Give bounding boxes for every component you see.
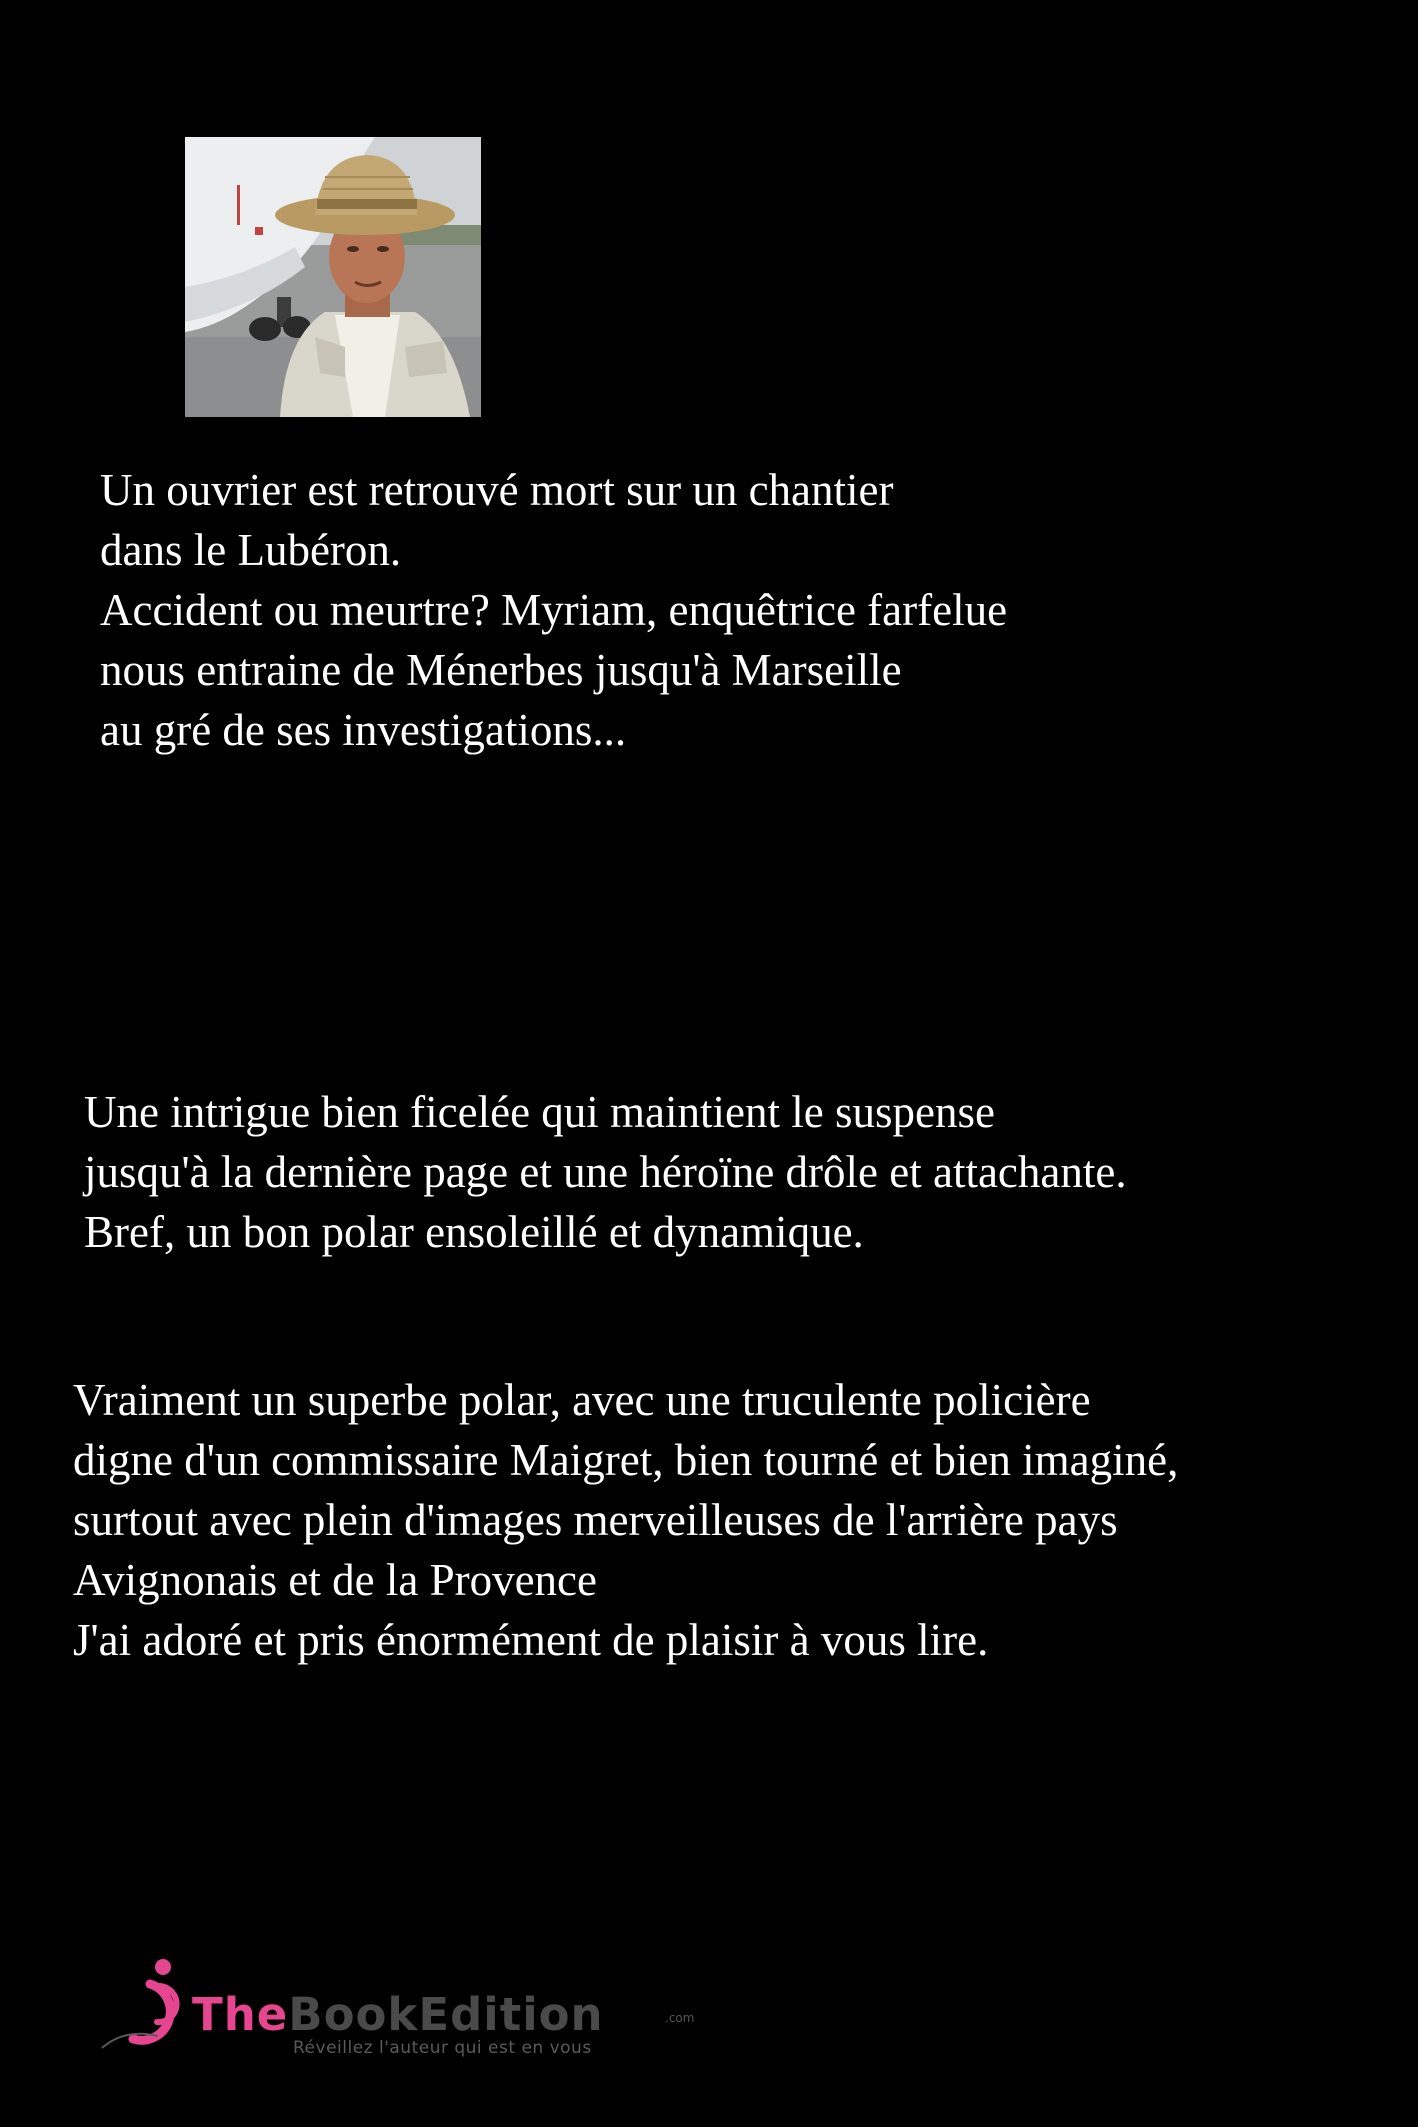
review-line: jusqu'à la dernière page et une héroïne drôle et attachante. — [84, 1147, 1127, 1197]
review-quote-2 — [73, 1370, 1178, 1670]
author-photo — [185, 137, 481, 417]
review-quote-1 — [84, 1082, 1127, 1262]
synopsis-line: Accident ou meurtre? Myriam, enquêtrice farfelue — [100, 585, 1008, 635]
synopsis-line: au gré de ses investigations... — [100, 705, 627, 755]
publisher-mark-icon — [100, 1956, 190, 2056]
publisher-wordmark — [192, 1990, 604, 2040]
publisher-name-edition: Edition — [418, 1988, 604, 2041]
publisher-name-book: Book — [288, 1988, 419, 2041]
publisher-domain-suffix: .com — [665, 2011, 695, 2025]
publisher-name-the: The — [192, 1988, 289, 2041]
synopsis-text — [100, 460, 1007, 760]
review-line: surtout avec plein d'images merveilleuses de l'arrière pays — [73, 1495, 1118, 1545]
synopsis-line: nous entraine de Ménerbes jusqu'à Marseille — [100, 645, 902, 695]
review-line: J'ai adoré et pris énormément de plaisir à vous lire. — [73, 1615, 989, 1665]
synopsis-line: dans le Lubéron. — [100, 525, 402, 575]
publisher-tagline: Réveillez l'auteur qui est en vous — [293, 2038, 592, 2058]
review-line: Bref, un bon polar ensoleillé et dynamique. — [84, 1207, 864, 1257]
review-line: Vraiment un superbe polar, avec une truculente policière — [73, 1375, 1091, 1425]
review-line: digne d'un commissaire Maigret, bien tourné et bien imaginé, — [73, 1435, 1179, 1485]
review-line: Une intrigue bien ficelée qui maintient le suspense — [84, 1087, 995, 1137]
publisher-logo — [100, 1956, 695, 2066]
review-line: Avignonais et de la Provence — [73, 1555, 598, 1605]
synopsis-line: Un ouvrier est retrouvé mort sur un chantier — [100, 465, 894, 515]
